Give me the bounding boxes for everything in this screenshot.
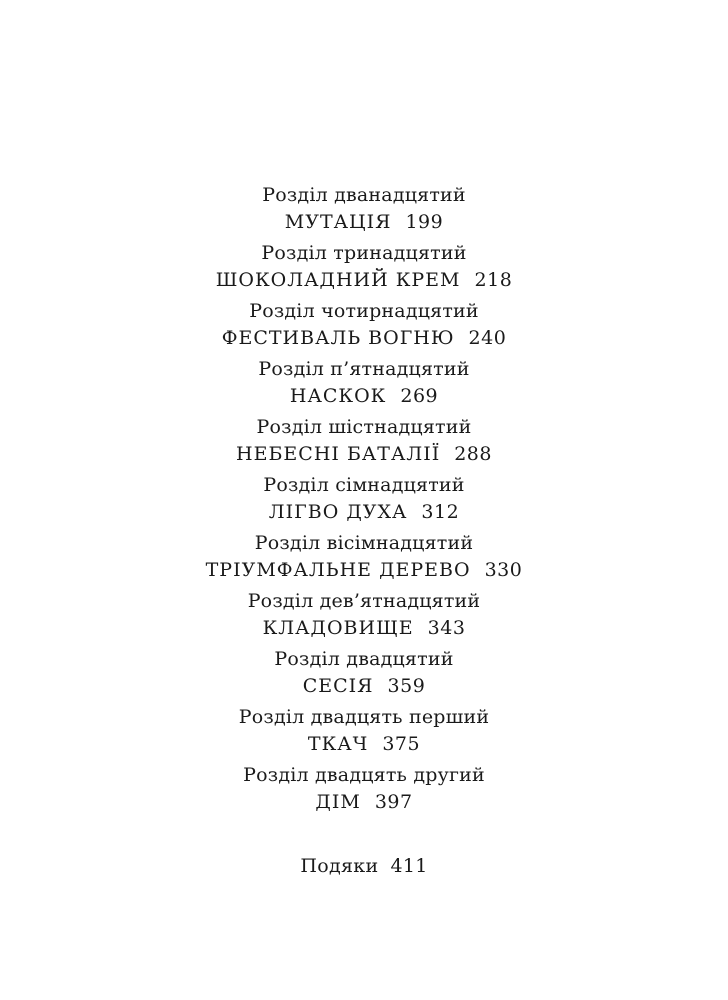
toc-entry [0,704,728,762]
chapter-title: НАСКОК [289,385,387,407]
chapter-title-line [0,498,728,526]
chapter-title: НЕБЕСНІ БАТАЛІЇ [236,443,441,465]
chapter-title-line [0,614,728,642]
chapter-title: МУТАЦІЯ [284,211,392,233]
chapter-title: ЛІГВО ДУХА [268,501,408,523]
chapter-title: СЕСІЯ [302,675,374,697]
table-of-contents [0,182,728,820]
chapter-title-line [0,788,728,816]
chapter-label: Розділ тринадцятий [261,242,467,264]
chapter-page-number: 269 [400,385,439,407]
chapter-page-number: 397 [374,791,413,813]
chapter-label: Розділ п’ятнадцятий [258,358,470,380]
chapter-page-number: 330 [484,559,523,581]
chapter-title-line [0,556,728,584]
chapter-page-number: 199 [405,211,444,233]
chapter-page-number: 343 [427,617,466,639]
chapter-label: Розділ двадцять другий [243,764,485,786]
toc-entry [0,762,728,820]
acknowledgements-entry [0,852,728,880]
toc-entry [0,298,728,356]
chapter-title: ШОКОЛАДНИЙ КРЕМ [215,269,461,291]
chapter-title-line [0,266,728,294]
chapter-label: Розділ чотирнадцятий [249,300,479,322]
chapter-title-line [0,440,728,468]
chapter-page-number: 375 [382,733,421,755]
chapter-title-line [0,730,728,758]
toc-entry [0,472,728,530]
toc-entry [0,646,728,704]
chapter-label: Розділ двадцятий [274,648,454,670]
chapter-page-number: 240 [468,327,507,349]
chapter-label: Розділ сімнадцятий [263,474,465,496]
chapter-title-line [0,382,728,410]
chapter-label: Розділ дванадцятий [262,184,466,206]
toc-entry [0,588,728,646]
toc-entry [0,240,728,298]
chapter-label: Розділ дев’ятнадцятий [247,590,481,612]
chapter-page-number: 312 [421,501,460,523]
acknowledgements-page-number: 411 [390,855,428,877]
toc-entry [0,530,728,588]
chapter-page-number: 288 [454,443,492,465]
chapter-page-number: 359 [387,675,426,697]
toc-entry [0,356,728,414]
chapter-title-line [0,672,728,700]
chapter-title: ФЕСТИВАЛЬ ВОГНЮ [221,327,455,349]
chapter-title: ДІМ [315,791,361,813]
chapter-title: ТКАЧ [307,733,369,755]
chapter-label: Розділ шістнадцятий [256,416,472,438]
acknowledgements-title: Подяки [300,855,379,877]
chapter-title: ТРІУМФАЛЬНЕ ДЕРЕВО [205,559,471,581]
chapter-page-number: 218 [474,269,513,291]
toc-entry [0,182,728,240]
chapter-title-line [0,208,728,236]
chapter-title: КЛАДОВИЩЕ [262,617,414,639]
toc-entry [0,414,728,472]
chapter-label: Розділ вісімнадцятий [254,532,474,554]
chapter-label: Розділ двадцять перший [238,706,490,728]
chapter-title-line [0,324,728,352]
